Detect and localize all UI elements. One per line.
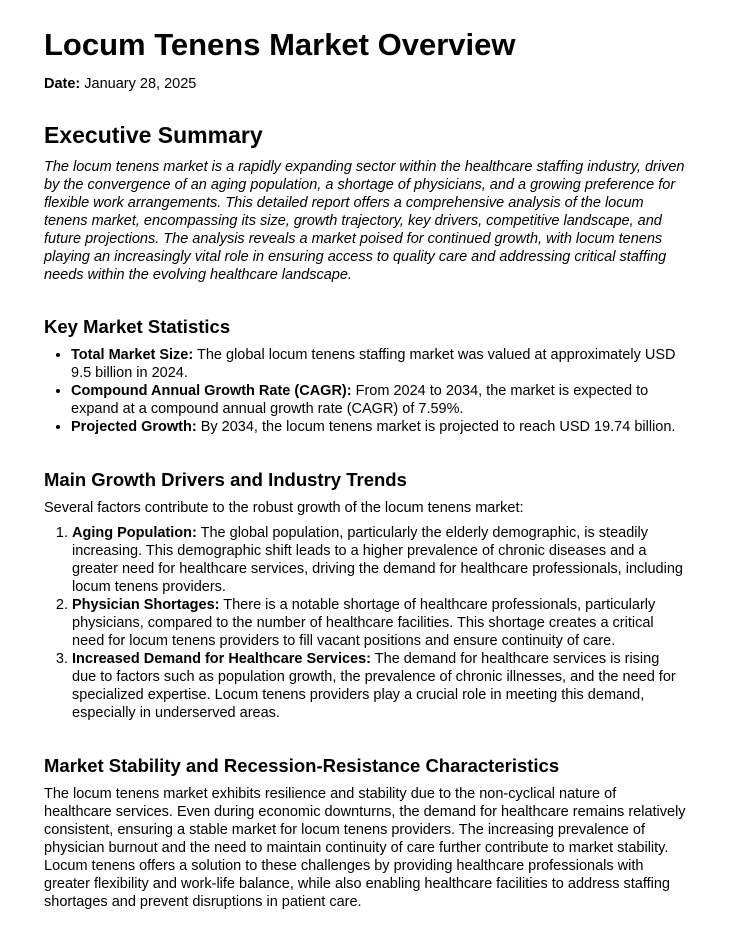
- stat-label: Compound Annual Growth Rate (CAGR):: [71, 383, 352, 399]
- executive-summary-section: [44, 120, 686, 284]
- stat-text: The global locum tenens staffing market was valued at approximately USD 9.5 billion in 2024.: [71, 347, 676, 381]
- list-item: [71, 382, 686, 418]
- date-value: January 28, 2025: [84, 76, 197, 92]
- list-item: [72, 524, 686, 596]
- list-item: [72, 650, 686, 722]
- driver-text: The demand for healthcare services is rising due to factors such as population growth, the prevalence of chronic illnesses, and the need for specialized expertise. Locum tenens providers play a crucial role in meeting this demand, especially in underserved areas.: [72, 651, 676, 721]
- stability-section: [44, 753, 686, 911]
- list-item: [71, 418, 686, 436]
- key-stats-section: [44, 314, 686, 436]
- stability-heading: Market Stability and Recession-Resistance Characteristics: [44, 755, 560, 776]
- stat-text: By 2034, the locum tenens market is projected to reach USD 19.74 billion.: [200, 419, 676, 435]
- date-label: Date:: [44, 76, 81, 92]
- stat-label: Total Market Size:: [71, 347, 194, 363]
- drivers-list: [44, 524, 686, 722]
- list-item: [71, 346, 686, 382]
- driver-label: Aging Population:: [72, 525, 197, 541]
- drivers-intro: Several factors contribute to the robust growth of the locum tenens market:: [44, 500, 524, 516]
- executive-summary-text: The locum tenens market is a rapidly expanding sector within the healthcare staffing industry, driven by the convergence of an aging population, a shortage of physicians, and a growing preference for flexible work arrangements. This detailed report offers a comprehensive analysis of the locum tenens market, encompassing its size, growth trajectory, key drivers, competitive landscape, and future projections. The analysis reveals a market poised for continued growth, with locum tenens playing an increasingly vital role in ensuring access to quality care and addressing critical staffing needs within the evolving healthcare landscape.: [44, 159, 685, 283]
- stat-label: Projected Growth:: [71, 419, 197, 435]
- page-title: Locum Tenens Market Overview: [44, 27, 516, 62]
- drivers-heading: Main Growth Drivers and Industry Trends: [44, 469, 407, 490]
- list-item: [72, 596, 686, 650]
- stability-text: The locum tenens market exhibits resilience and stability due to the non-cyclical nature of healthcare services. Even during economic downturns, the demand for healthcare remains relatively consistent, ensuring a stable market for locum tenens providers. The increasing prevalence of physician burnout and the need to maintain continuity of care further contribute to market stability. Locum tenens offers a solution to these challenges by providing healthcare professionals with greater flexibility and work-life balance, while also enabling healthcare facilities to address staffing shortages and prevent disruptions in patient care.: [44, 786, 686, 910]
- executive-summary-heading: Executive Summary: [44, 122, 263, 148]
- key-stats-heading: Key Market Statistics: [44, 316, 231, 337]
- driver-text: There is a notable shortage of healthcare professionals, particularly physicians, compared to the number of healthcare facilities. This shortage creates a critical need for locum tenens providers to fill vacant positions and ensure continuity of care.: [72, 597, 656, 649]
- driver-label: Physician Shortages:: [72, 597, 220, 613]
- report-date: [44, 74, 686, 94]
- stat-text: From 2024 to 2034, the market is expected to expand at a compound annual growth rate (CAGR) of 7.59%.: [71, 383, 649, 417]
- driver-text: The global population, particularly the elderly demographic, is steadily increasing. This demographic shift leads to a higher prevalence of chronic diseases and a greater need for healthcare services, driving the demand for healthcare professionals, including locum tenens providers.: [72, 525, 683, 595]
- drivers-section: [44, 467, 686, 722]
- key-stats-list: [44, 346, 686, 436]
- driver-label: Increased Demand for Healthcare Services:: [72, 651, 371, 667]
